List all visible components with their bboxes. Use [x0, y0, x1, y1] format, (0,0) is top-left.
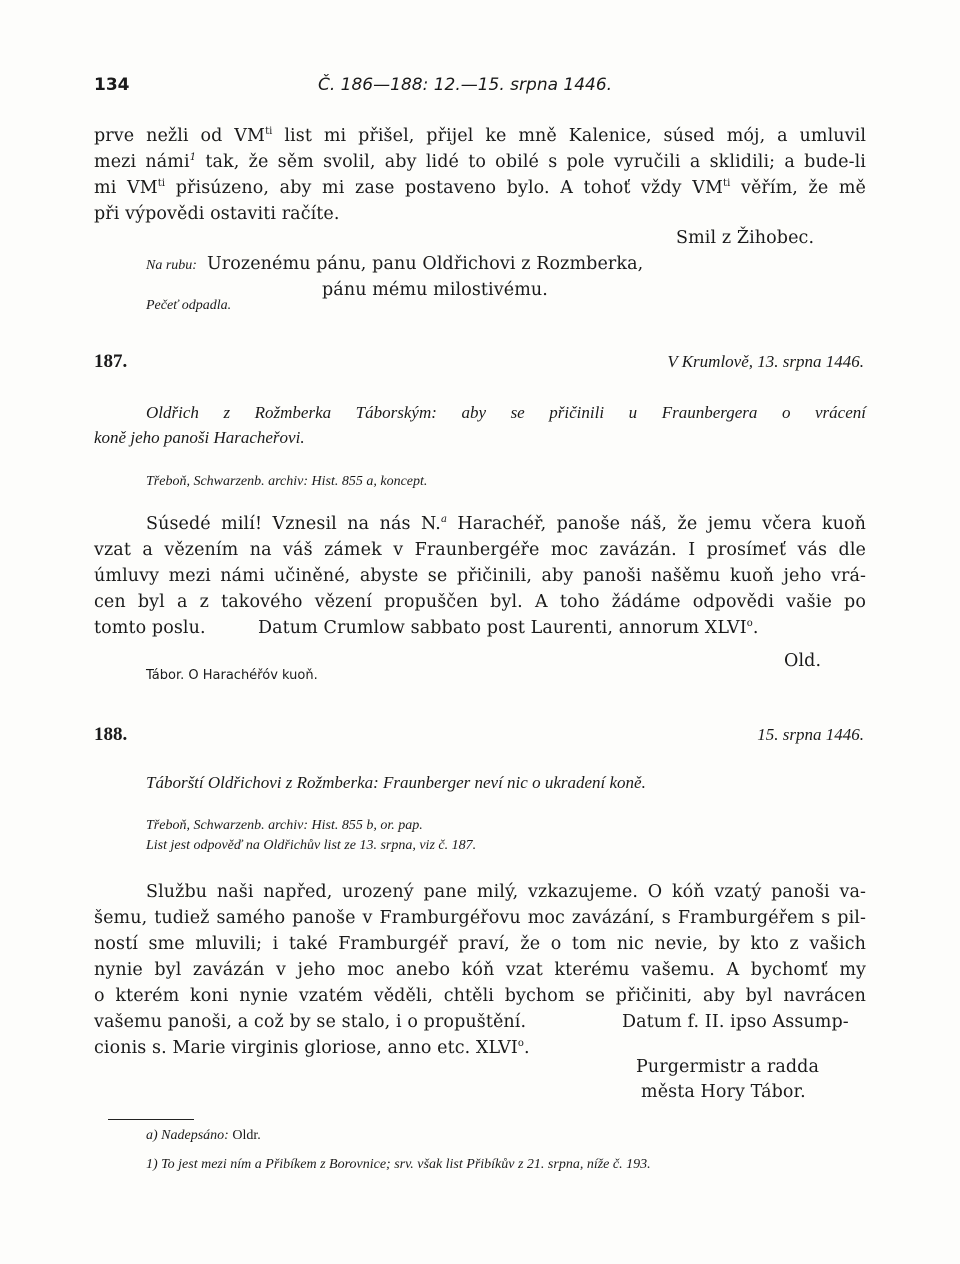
- address-line: Urozenému pánu, panu Oldřichovi z Rozmberka,: [206, 254, 644, 274]
- archive-reference: Třeboň, Schwarzenb. archiv: Hist. 855 b, or. pap.: [146, 818, 423, 833]
- text-line: o kterém koni nynie vzatém věděli, chtěli bychom se přičiniti, aby byl navrácen: [94, 986, 866, 1006]
- seal-note: Pečeť odpadla.: [146, 298, 232, 313]
- address-line: Tábor. O Harachéřóv kuoň.: [146, 668, 318, 683]
- text-line: úmluvy mezi námi učiněné, abyste se přičinili, aby panoši našěmu kuoň jeho vrá-: [94, 566, 866, 586]
- text-line: vzat a vězením na váš zámek v Fraunbergéře moc zavázán. I prosímeť vás dle: [94, 540, 866, 560]
- address-line: pánu mému milostivému.: [322, 280, 548, 300]
- footnote-ref-a: a: [440, 514, 447, 526]
- summary-line: Táborští Oldřichovi z Rožmberka: Fraunberger neví nic o ukradení koně.: [146, 773, 646, 792]
- place-date: V Krumlově, 13. srpna 1446.: [667, 352, 864, 371]
- footnote-1: 1) To jest mezi ním a Přibíkem z Borovnice; srv. však list Přibíkův z 21. srpna, níže č. 193.: [146, 1157, 651, 1172]
- signature: Purgermistr a radda: [636, 1057, 820, 1077]
- text-line: mi $VM^{ti}$ přisúzeno, aby mi zase postaveno bylo. A tohoť vždy $VM^{ti}$ věřím, že mě: [94, 178, 867, 198]
- footnote-divider: [108, 1119, 194, 1120]
- document-number: 188.: [94, 724, 128, 745]
- footnote-a: a) Nadepsáno: Oldr.: [146, 1128, 261, 1143]
- signature: Smil z Žihobec.: [676, 228, 815, 248]
- text-line: šemu, tudiež samého panoše v Framburgéřovu moc zavázání, s Framburgéřem s pil-: [94, 908, 866, 928]
- place-date: 15. srpna 1446.: [757, 725, 864, 744]
- summary-line: koně jeho panoši Haracheřovi.: [94, 428, 305, 447]
- editorial-note: List jest odpověď na Oldřichův list ze 13. srpna, viz č. 187.: [146, 838, 477, 853]
- text-line: cen byl a z takového vězení propuščen byl. A toho žádáme odpovědi vašie po: [94, 592, 866, 612]
- archive-reference: Třeboň, Schwarzenb. archiv: Hist. 855 a, koncept.: [146, 474, 428, 489]
- text-line: Službu naši napřed, urozený pane milý, vzkazujeme. O kóň vzatý panoši va-: [146, 882, 866, 902]
- text-line: tomto poslu.: [94, 618, 206, 638]
- text-line: cionis s. Marie virginis gloriose, anno etc. XLVI$^o$.: [94, 1038, 530, 1058]
- address-label: Na rubu:: [146, 258, 197, 273]
- text-line: mezi námi$^1$ tak, že sěm svolil, aby lidé to obilé s pole vyručili a sklidili; a bude-li: [94, 152, 866, 172]
- footnote-ref-1: 1: [189, 152, 197, 164]
- text-line: při výpovědi ostaviti račíte.: [94, 204, 340, 224]
- running-title: Č. 186—188: 12.—15. srpna 1446.: [318, 75, 613, 95]
- text-line: prve nežli od $VM^{ti}$ list mi přišel, přijel ke mně Kalenice, súsed mój, a umluvil: [94, 126, 867, 146]
- summary-line: Oldřich z Rožmberka Táborským: aby se přičinili u Fraunbergera o vrácení: [146, 403, 866, 422]
- page-number: 134: [94, 75, 130, 95]
- dating-clause: Datum f. II. ipso Assump-: [622, 1012, 849, 1032]
- text-line: nynie byl zavázán v jeho moc anebo kóň vzat kterému vašemu. A bychomť my: [94, 960, 866, 980]
- text-line: vašemu panoši, a což by se stalo, i o propuštění.: [94, 1012, 527, 1032]
- document-number: 187.: [94, 351, 128, 372]
- signature: Old.: [784, 651, 822, 671]
- dating-clause: Datum Crumlow sabbato post Laurenti, annorum XLVI$^o$.: [258, 618, 759, 638]
- address-block: [146, 254, 643, 274]
- text-line: ností sme mluvili; i také Framburgéř praví, že o tom nic nevie, by kto z vašich: [94, 934, 866, 954]
- signature: města Hory Tábor.: [641, 1082, 806, 1102]
- text-line: Súsedé milí! Vznesil na nás N.$^a$ Harachéř, panoše náš, že jemu včera kuoň: [146, 514, 866, 534]
